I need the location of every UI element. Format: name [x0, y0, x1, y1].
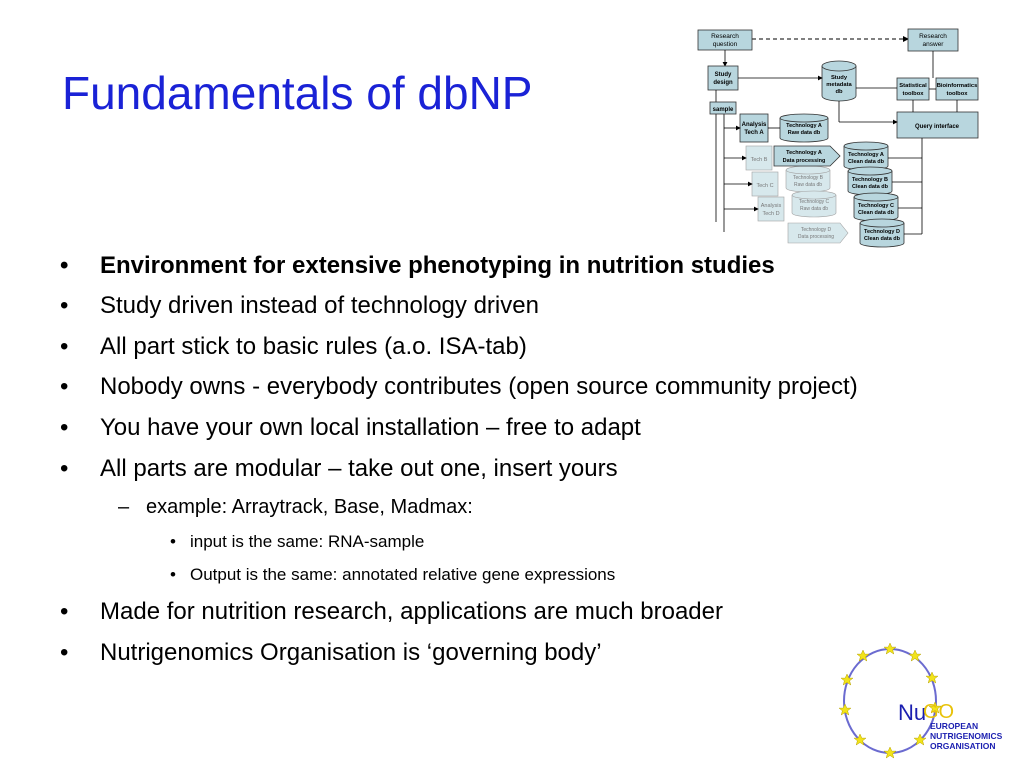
statistical-toolbox-box: [897, 78, 929, 100]
research-answer-line1: Research: [919, 33, 947, 40]
bullet-text: Output is the same: annotated relative gene expressions: [190, 565, 616, 584]
query-interface-box: [897, 112, 978, 138]
tech-d-clean-data-db: [860, 219, 904, 247]
bullet-text: All part stick to basic rules (a.o. ISA-tab): [100, 333, 527, 360]
tech-a-clean-line1: Technology A: [848, 152, 884, 158]
statistical-toolbox-line2: toolbox: [902, 91, 924, 97]
logo-go: GO: [923, 701, 955, 723]
tech-d-processing-line2: Data processing: [797, 234, 835, 240]
tech-a-raw-data-db: [780, 114, 828, 142]
tech-b-clean-line2: Clean data db: [851, 184, 889, 190]
tech-a-raw-line2: Raw data db: [787, 130, 821, 136]
tech-a-clean-data-db: [844, 142, 888, 170]
bullet-text: All parts are modular – take out one, insert yours: [100, 455, 618, 482]
bullet-text: You have your own local installation – free to adapt: [100, 414, 641, 441]
bullet-marker: •: [60, 598, 69, 625]
bullet-text: Environment for extensive phenotyping in nutrition studies: [100, 252, 775, 279]
research-question-line2: question: [712, 41, 738, 48]
logo-line3: ORGANISATION: [930, 741, 996, 751]
bullet-marker: •: [60, 292, 69, 319]
bioinformatics-toolbox-box: [936, 78, 978, 100]
tech-d-analysis-line2: Tech D: [762, 211, 780, 217]
bullet-text: Study driven instead of technology driven: [100, 292, 539, 319]
tech-c-raw-line2: Raw data db: [799, 206, 829, 212]
bullet-text: example: Arraytrack, Base, Madmax:: [146, 496, 473, 518]
study-design-line1: Study: [714, 72, 732, 78]
tech-a-data-processing: [774, 146, 840, 166]
bullet-marker: •: [60, 455, 69, 482]
slide-title: Fundamentals of dbNP: [62, 67, 533, 119]
tech-a-raw-line1: Technology A: [786, 123, 822, 129]
tech-b-clean-line1: Technology B: [852, 177, 888, 183]
sample-box: [710, 102, 736, 114]
tech-c-raw-line1: Technology C: [798, 199, 830, 205]
study-metadata-line2: metadata: [826, 82, 852, 88]
tech-d-clean-line2: Clean data db: [863, 236, 901, 242]
logo-line2: NUTRIGENOMICS: [930, 731, 1003, 741]
tech-c-clean-line2: Clean data db: [857, 210, 895, 216]
bullet-marker: •: [170, 565, 176, 584]
bullet-text: Made for nutrition research, applications are much broader: [100, 598, 723, 625]
bioinformatics-toolbox-line2: toolbox: [946, 91, 968, 97]
research-question-box: [698, 30, 752, 50]
tech-b-raw-line2: Raw data db: [793, 182, 823, 188]
study-metadata-line3: db: [835, 89, 843, 95]
tech-d-processing-line1: Technology D: [800, 227, 832, 233]
analysis-tech-a-line1: Analysis: [741, 122, 767, 128]
research-question-line1: Research: [711, 33, 739, 40]
tech-d-clean-line1: Technology D: [864, 229, 900, 235]
tech-c-analysis-label: Tech C: [756, 183, 774, 189]
bullet-text: Nutrigenomics Organisation is ‘governing body’: [100, 639, 602, 666]
tech-b-analysis-label: Tech B: [750, 157, 768, 163]
bullet-marker: –: [118, 496, 130, 518]
study-design-line2: design: [713, 80, 733, 86]
analysis-tech-a-line2: Tech A: [744, 130, 764, 136]
study-design-box: [708, 66, 738, 90]
tech-d-analysis-line1: Analysis: [760, 203, 782, 209]
analysis-tech-a-box: [740, 114, 768, 142]
tech-b-clean-data-db: [848, 167, 892, 195]
bullet-marker: •: [60, 414, 69, 441]
bullet-marker: •: [170, 532, 176, 551]
logo-nu: Nu: [898, 700, 927, 725]
sample-label: sample: [712, 107, 734, 113]
logo-line1: EUROPEAN: [930, 721, 979, 731]
statistical-toolbox-line1: Statistical: [899, 83, 927, 89]
tech-b-raw-line1: Technology B: [792, 175, 824, 181]
bullet-text: input is the same: RNA-sample: [190, 532, 425, 551]
bullet-marker: •: [60, 252, 69, 279]
tech-a-processing-line2: Data processing: [782, 158, 826, 164]
tech-c-clean-data-db: [854, 193, 898, 221]
research-answer-line2: answer: [922, 41, 944, 48]
study-metadata-db: [822, 61, 856, 101]
query-interface-label: Query interface: [914, 124, 960, 130]
bullet-marker: •: [60, 373, 69, 400]
bullet-marker: •: [60, 333, 69, 360]
research-answer-box: [908, 29, 958, 51]
tech-c-clean-line1: Technology C: [858, 203, 894, 209]
study-metadata-line1: Study: [830, 75, 848, 81]
tech-a-processing-line1: Technology A: [786, 150, 822, 156]
bioinformatics-toolbox-line1: Bioinformatics: [936, 83, 978, 89]
bullet-marker: •: [60, 639, 69, 666]
dbnp-architecture-diagram: [690, 22, 990, 252]
tech-a-clean-line2: Clean data db: [847, 159, 885, 165]
nugo-logo: [830, 638, 1020, 763]
bullet-text: Nobody owns - everybody contributes (open source community project): [100, 373, 858, 400]
